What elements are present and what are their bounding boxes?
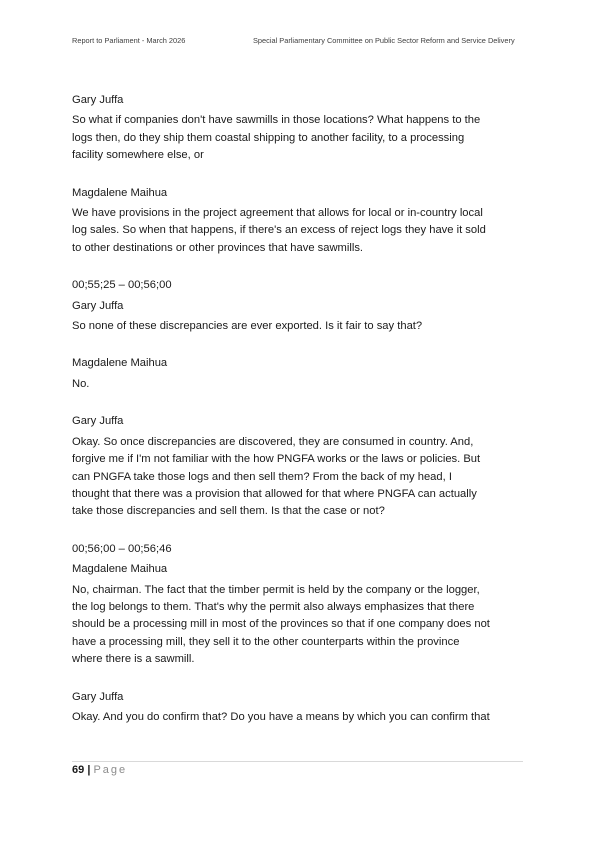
transcript-body	[72, 92, 524, 726]
transcript-line: should be a processing mill in most of the provinces so that if one company does not	[72, 618, 490, 631]
transcript-entry	[72, 413, 524, 520]
speaker-name: Magdalene Maihua	[72, 563, 168, 576]
transcript-entry	[72, 92, 524, 165]
transcript-line: the log belongs to them. That's why the permit also always emphasizes that there	[72, 600, 475, 613]
speaker-name: Gary Juffa	[72, 690, 124, 703]
page-footer	[72, 761, 523, 777]
transcript-entry	[72, 355, 524, 393]
speaker-name: Magdalene Maihua	[72, 186, 168, 199]
transcript-line: log sales. So when that happens, if there's an excess of reject logs they have it sold	[72, 224, 486, 237]
header-committee-name: Special Parliamentary Committee on Public Sector Reform and Service Delivery	[253, 36, 515, 45]
timestamp: 00;55;25 – 00;56;00	[72, 279, 172, 292]
transcript-line: So what if companies don't have sawmills in those locations? What happens to the	[72, 114, 481, 127]
transcript-line: forgive me if I'm not familiar with the how PNGFA works or the laws or policies. But	[72, 453, 481, 466]
transcript-line: So none of these discrepancies are ever exported. Is it fair to say that?	[72, 320, 423, 333]
transcript-line: No, chairman. The fact that the timber permit is held by the company or the logger,	[72, 583, 480, 596]
transcript-line: logs then, do they ship them coastal shipping to another facility, to a processing	[72, 131, 465, 144]
speaker-name: Magdalene Maihua	[72, 357, 168, 370]
transcript-entry	[72, 185, 524, 258]
footer-divider	[72, 761, 523, 762]
page-header	[72, 36, 523, 48]
transcript-line: Okay. And you do confirm that? Do you have a means by which you can confirm that	[72, 710, 490, 723]
speaker-name: Gary Juffa	[72, 415, 124, 428]
speaker-name: Gary Juffa	[72, 94, 124, 106]
header-report-title: Report to Parliament - March 2026	[72, 36, 186, 45]
page-number-line	[72, 763, 523, 777]
page-number: 69	[72, 764, 85, 776]
page-separator: |	[87, 764, 91, 776]
transcript-line: can PNGFA take those logs and then sell them? From the back of my head, I	[72, 470, 452, 483]
transcript-line: thought that there was a provision that allowed for that where PNGFA can actually	[72, 487, 477, 500]
transcript-entry	[72, 277, 524, 335]
timestamp: 00;56;00 – 00;56;46	[72, 542, 172, 555]
transcript-line: facility somewhere else, or	[72, 149, 204, 162]
transcript-entry	[72, 541, 524, 669]
transcript-line: where there is a sawmill.	[72, 653, 195, 666]
transcript-line: Okay. So once discrepancies are discovered, they are consumed in country. And,	[72, 435, 474, 448]
transcript-entry	[72, 689, 524, 727]
transcript-line: have a processing mill, they sell it to the other counterparts within the province	[72, 635, 460, 648]
transcript-line: We have provisions in the project agreement that allows for local or in-country local	[72, 207, 483, 220]
transcript-line: to other destinations or other provinces that have sawmills.	[72, 241, 364, 254]
transcript-line: take those discrepancies and sell them. Is that the case or not?	[72, 505, 385, 518]
speaker-name: Gary Juffa	[72, 299, 124, 312]
page-label: Page	[93, 764, 128, 776]
transcript-line: No.	[72, 377, 90, 390]
